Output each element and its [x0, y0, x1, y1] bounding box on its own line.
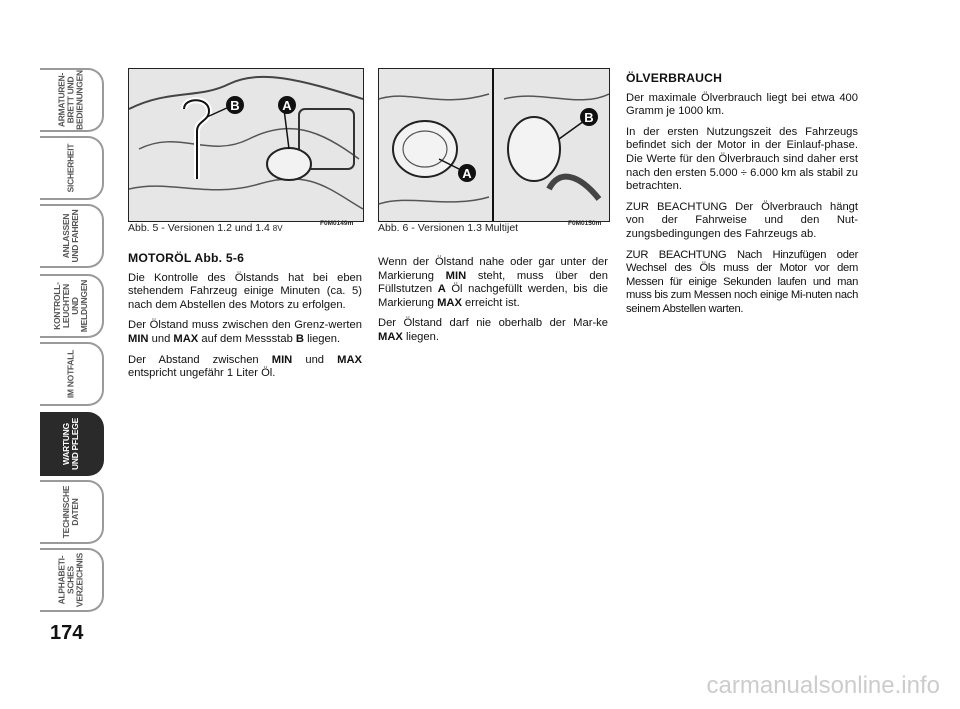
tab-label: ANLASSEN UND FAHREN [61, 209, 80, 263]
paragraph: ZUR BEACHTUNG Der Ölverbrauch hängt von der Fahrweise und den Nut-zungsbedingungen des Fahrzeugs ab. [626, 200, 858, 240]
paragraph: Der Abstand zwischen MIN und MAX entspricht ungefähr 1 Liter Öl. [128, 353, 362, 380]
marker-b: B [230, 98, 240, 113]
caption-suffix: 8V [272, 224, 283, 233]
watermark: carmanualsonline.info [706, 672, 940, 699]
tab-label: TECHNISCHE DATEN [61, 485, 80, 539]
paragraph: ZUR BEACHTUNG Nach Hinzufügen oder Wechsel des Öls muss der Motor vor dem Messen für einige Sekunden laufen und man muss bis zum Messen noch einige Mi-nuten nach seinem Abstellen warten. [626, 248, 858, 315]
figure-5-code: F0M0149m [320, 220, 354, 227]
marker-a: A [282, 98, 292, 113]
page-number: 174 [50, 622, 84, 644]
caption-text: Abb. 5 - Versionen 1.2 und 1.4 [128, 222, 270, 234]
figure-5-engine-photo [128, 68, 364, 222]
tab-armaturenbrett[interactable] [40, 68, 104, 132]
figure-5-illustration [129, 69, 363, 221]
paragraph: Der Ölstand darf nie oberhalb der Mar-ke MAX liegen. [378, 317, 608, 343]
tab-label: ALPHABETI- SCHES VERZEICHNIS [56, 552, 85, 608]
paragraph: Der maximale Ölverbrauch liegt bei etwa 400 Gramm je 1000 km. [626, 91, 858, 118]
section-heading: MOTORÖL Abb. 5-6 [128, 251, 245, 265]
tab-technische-daten[interactable] [40, 480, 104, 544]
figure-6-code: F0M0150m [568, 220, 602, 227]
paragraph: In der ersten Nutzungszeit des Fahrzeugs befindet sich der Motor in der Einlauf-phase. Die Werte für den Ölverbrauch sind daher erst nach den ersten 5.000 ÷ 6.000 km als stabil zu betrachten. [626, 125, 858, 193]
tab-label: ARMATUREN- BRETT UND BEDIENUNGEN [56, 70, 85, 130]
tab-label: WARTUNG UND PFLEGE [61, 418, 80, 470]
marker-a: A [462, 166, 472, 181]
figure-5-caption [128, 222, 283, 234]
tab-label: SICHERHEIT [65, 143, 76, 193]
tab-kontrollleuchten[interactable] [40, 274, 104, 338]
tab-verzeichnis[interactable] [40, 548, 104, 612]
tab-label: KONTROLL- LEUCHTEN UND MELDUNGEN [52, 279, 89, 333]
tab-label: IM NOTFALL [65, 349, 76, 399]
column-oelstand [378, 256, 608, 352]
paragraph: Wenn der Ölstand nahe oder gar unter der Markierung MIN steht, muss über den Füllstutzen A Öl nachgefüllt werden, bis die Markierung MAX erreicht ist. [378, 256, 608, 309]
tab-im-notfall[interactable] [40, 342, 104, 406]
marker-b: B [584, 110, 594, 125]
tab-wartung[interactable] [40, 412, 104, 476]
figure-6-engine-photo [378, 68, 610, 222]
figure-6-illustration [379, 69, 609, 221]
paragraph: Die Kontrolle des Ölstands hat bei eben stehendem Fahrzeug einige Minuten (ca. 5) nach dem Abstellen des Motors zu erfolgen. [128, 271, 362, 311]
figure-6-caption: Abb. 6 - Versionen 1.3 Multijet [378, 222, 519, 234]
tab-sicherheit[interactable] [40, 136, 104, 200]
column-oelverbrauch [626, 72, 858, 324]
section-heading: ÖLVERBRAUCH [626, 71, 723, 85]
paragraph: Der Ölstand muss zwischen den Grenz-werten MIN und MAX auf dem Messstab B liegen. [128, 319, 362, 345]
tab-anlassen[interactable] [40, 204, 104, 268]
column-motoroel [128, 252, 362, 388]
